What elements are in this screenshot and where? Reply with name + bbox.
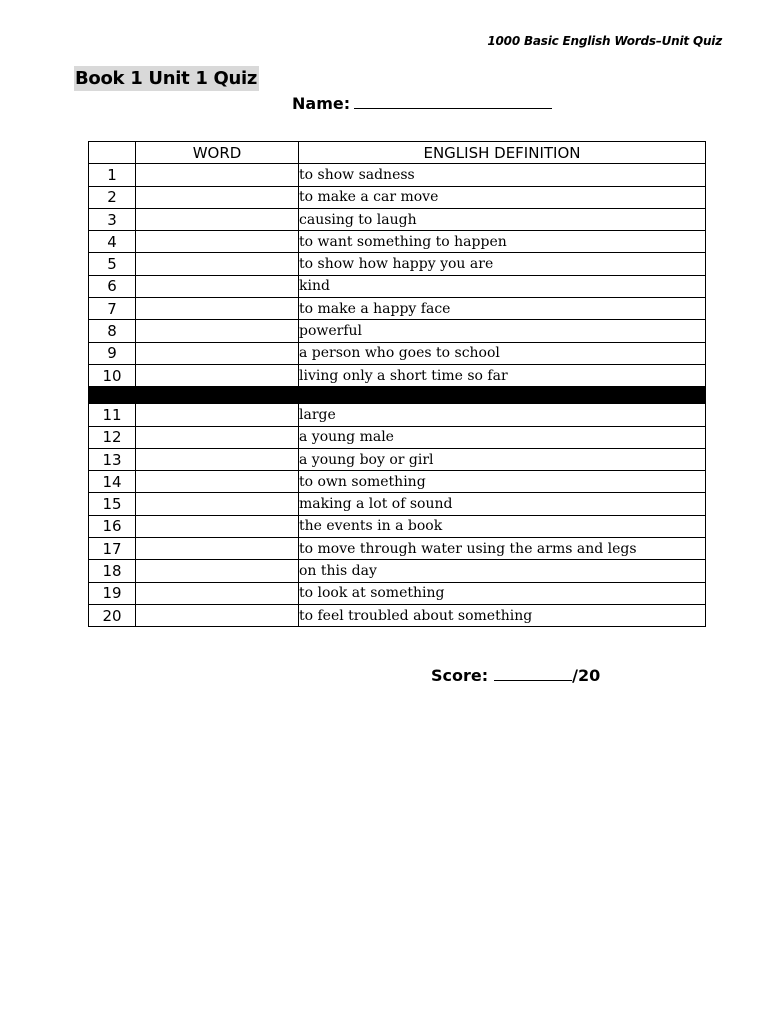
definition-cell: to own something [299,471,706,493]
word-answer-cell[interactable] [136,515,299,537]
word-answer-cell[interactable] [136,426,299,448]
header-note: 1000 Basic English Words–Unit Quiz [487,34,722,48]
table-row [89,426,706,448]
definition-cell: to move through water using the arms and legs [299,538,706,560]
row-number: 5 [89,253,136,275]
row-number: 9 [89,342,136,364]
word-answer-cell[interactable] [136,538,299,560]
table-row [89,493,706,515]
row-number: 12 [89,426,136,448]
section-divider-bar [89,387,706,404]
row-number: 3 [89,208,136,230]
word-answer-cell[interactable] [136,253,299,275]
definition-cell: on this day [299,560,706,582]
definition-cell: living only a short time so far [299,364,706,386]
row-number: 11 [89,404,136,426]
table-row [89,538,706,560]
table-row [89,164,706,186]
name-line [292,94,552,114]
word-answer-cell[interactable] [136,560,299,582]
row-number: 19 [89,582,136,604]
word-answer-cell[interactable] [136,298,299,320]
table-row [89,515,706,537]
definition-cell: kind [299,275,706,297]
row-number: 7 [89,298,136,320]
word-answer-cell[interactable] [136,493,299,515]
row-number: 4 [89,231,136,253]
row-number: 2 [89,186,136,208]
table-row [89,298,706,320]
definition-cell: to feel troubled about something [299,604,706,626]
row-number: 8 [89,320,136,342]
header-word: WORD [136,142,299,164]
word-answer-cell[interactable] [136,320,299,342]
name-blank[interactable] [354,94,552,109]
word-answer-cell[interactable] [136,275,299,297]
score-total: /20 [572,666,601,685]
definition-cell: to make a car move [299,186,706,208]
table-row [89,231,706,253]
word-answer-cell[interactable] [136,448,299,470]
definition-cell: to look at something [299,582,706,604]
word-answer-cell[interactable] [136,231,299,253]
table-row [89,208,706,230]
row-number: 20 [89,604,136,626]
quiz-table [88,141,706,627]
header-definition: ENGLISH DEFINITION [299,142,706,164]
definition-cell: a young male [299,426,706,448]
table-row [89,448,706,470]
table-row [89,364,706,386]
table-row [89,404,706,426]
definition-cell: to show how happy you are [299,253,706,275]
table-header-row [89,142,706,164]
word-answer-cell[interactable] [136,604,299,626]
word-answer-cell[interactable] [136,471,299,493]
word-answer-cell[interactable] [136,208,299,230]
word-answer-cell[interactable] [136,164,299,186]
table-row [89,560,706,582]
word-answer-cell[interactable] [136,186,299,208]
definition-cell: a young boy or girl [299,448,706,470]
quiz-title: Book 1 Unit 1 Quiz [75,68,258,89]
table-row [89,320,706,342]
row-number: 6 [89,275,136,297]
word-answer-cell[interactable] [136,342,299,364]
definition-cell: to want something to happen [299,231,706,253]
table-row [89,253,706,275]
header-number [89,142,136,164]
definition-cell: to show sadness [299,164,706,186]
table-row [89,186,706,208]
definition-cell: large [299,404,706,426]
table-body [89,164,706,627]
definition-cell: to make a happy face [299,298,706,320]
definition-cell: powerful [299,320,706,342]
name-label: Name: [292,94,351,113]
definition-cell: a person who goes to school [299,342,706,364]
row-number: 1 [89,164,136,186]
row-number: 16 [89,515,136,537]
score-label: Score: [431,666,489,685]
word-answer-cell[interactable] [136,404,299,426]
section-divider [89,387,706,404]
row-number: 15 [89,493,136,515]
row-number: 13 [89,448,136,470]
score-blank[interactable] [494,666,572,681]
row-number: 17 [89,538,136,560]
table-row [89,582,706,604]
table-row [89,275,706,297]
row-number: 18 [89,560,136,582]
score-line [431,666,600,686]
definition-cell: making a lot of sound [299,493,706,515]
word-answer-cell[interactable] [136,364,299,386]
definition-cell: causing to laugh [299,208,706,230]
row-number: 10 [89,364,136,386]
word-answer-cell[interactable] [136,582,299,604]
table-row [89,604,706,626]
row-number: 14 [89,471,136,493]
table-row [89,342,706,364]
definition-cell: the events in a book [299,515,706,537]
table-row [89,471,706,493]
